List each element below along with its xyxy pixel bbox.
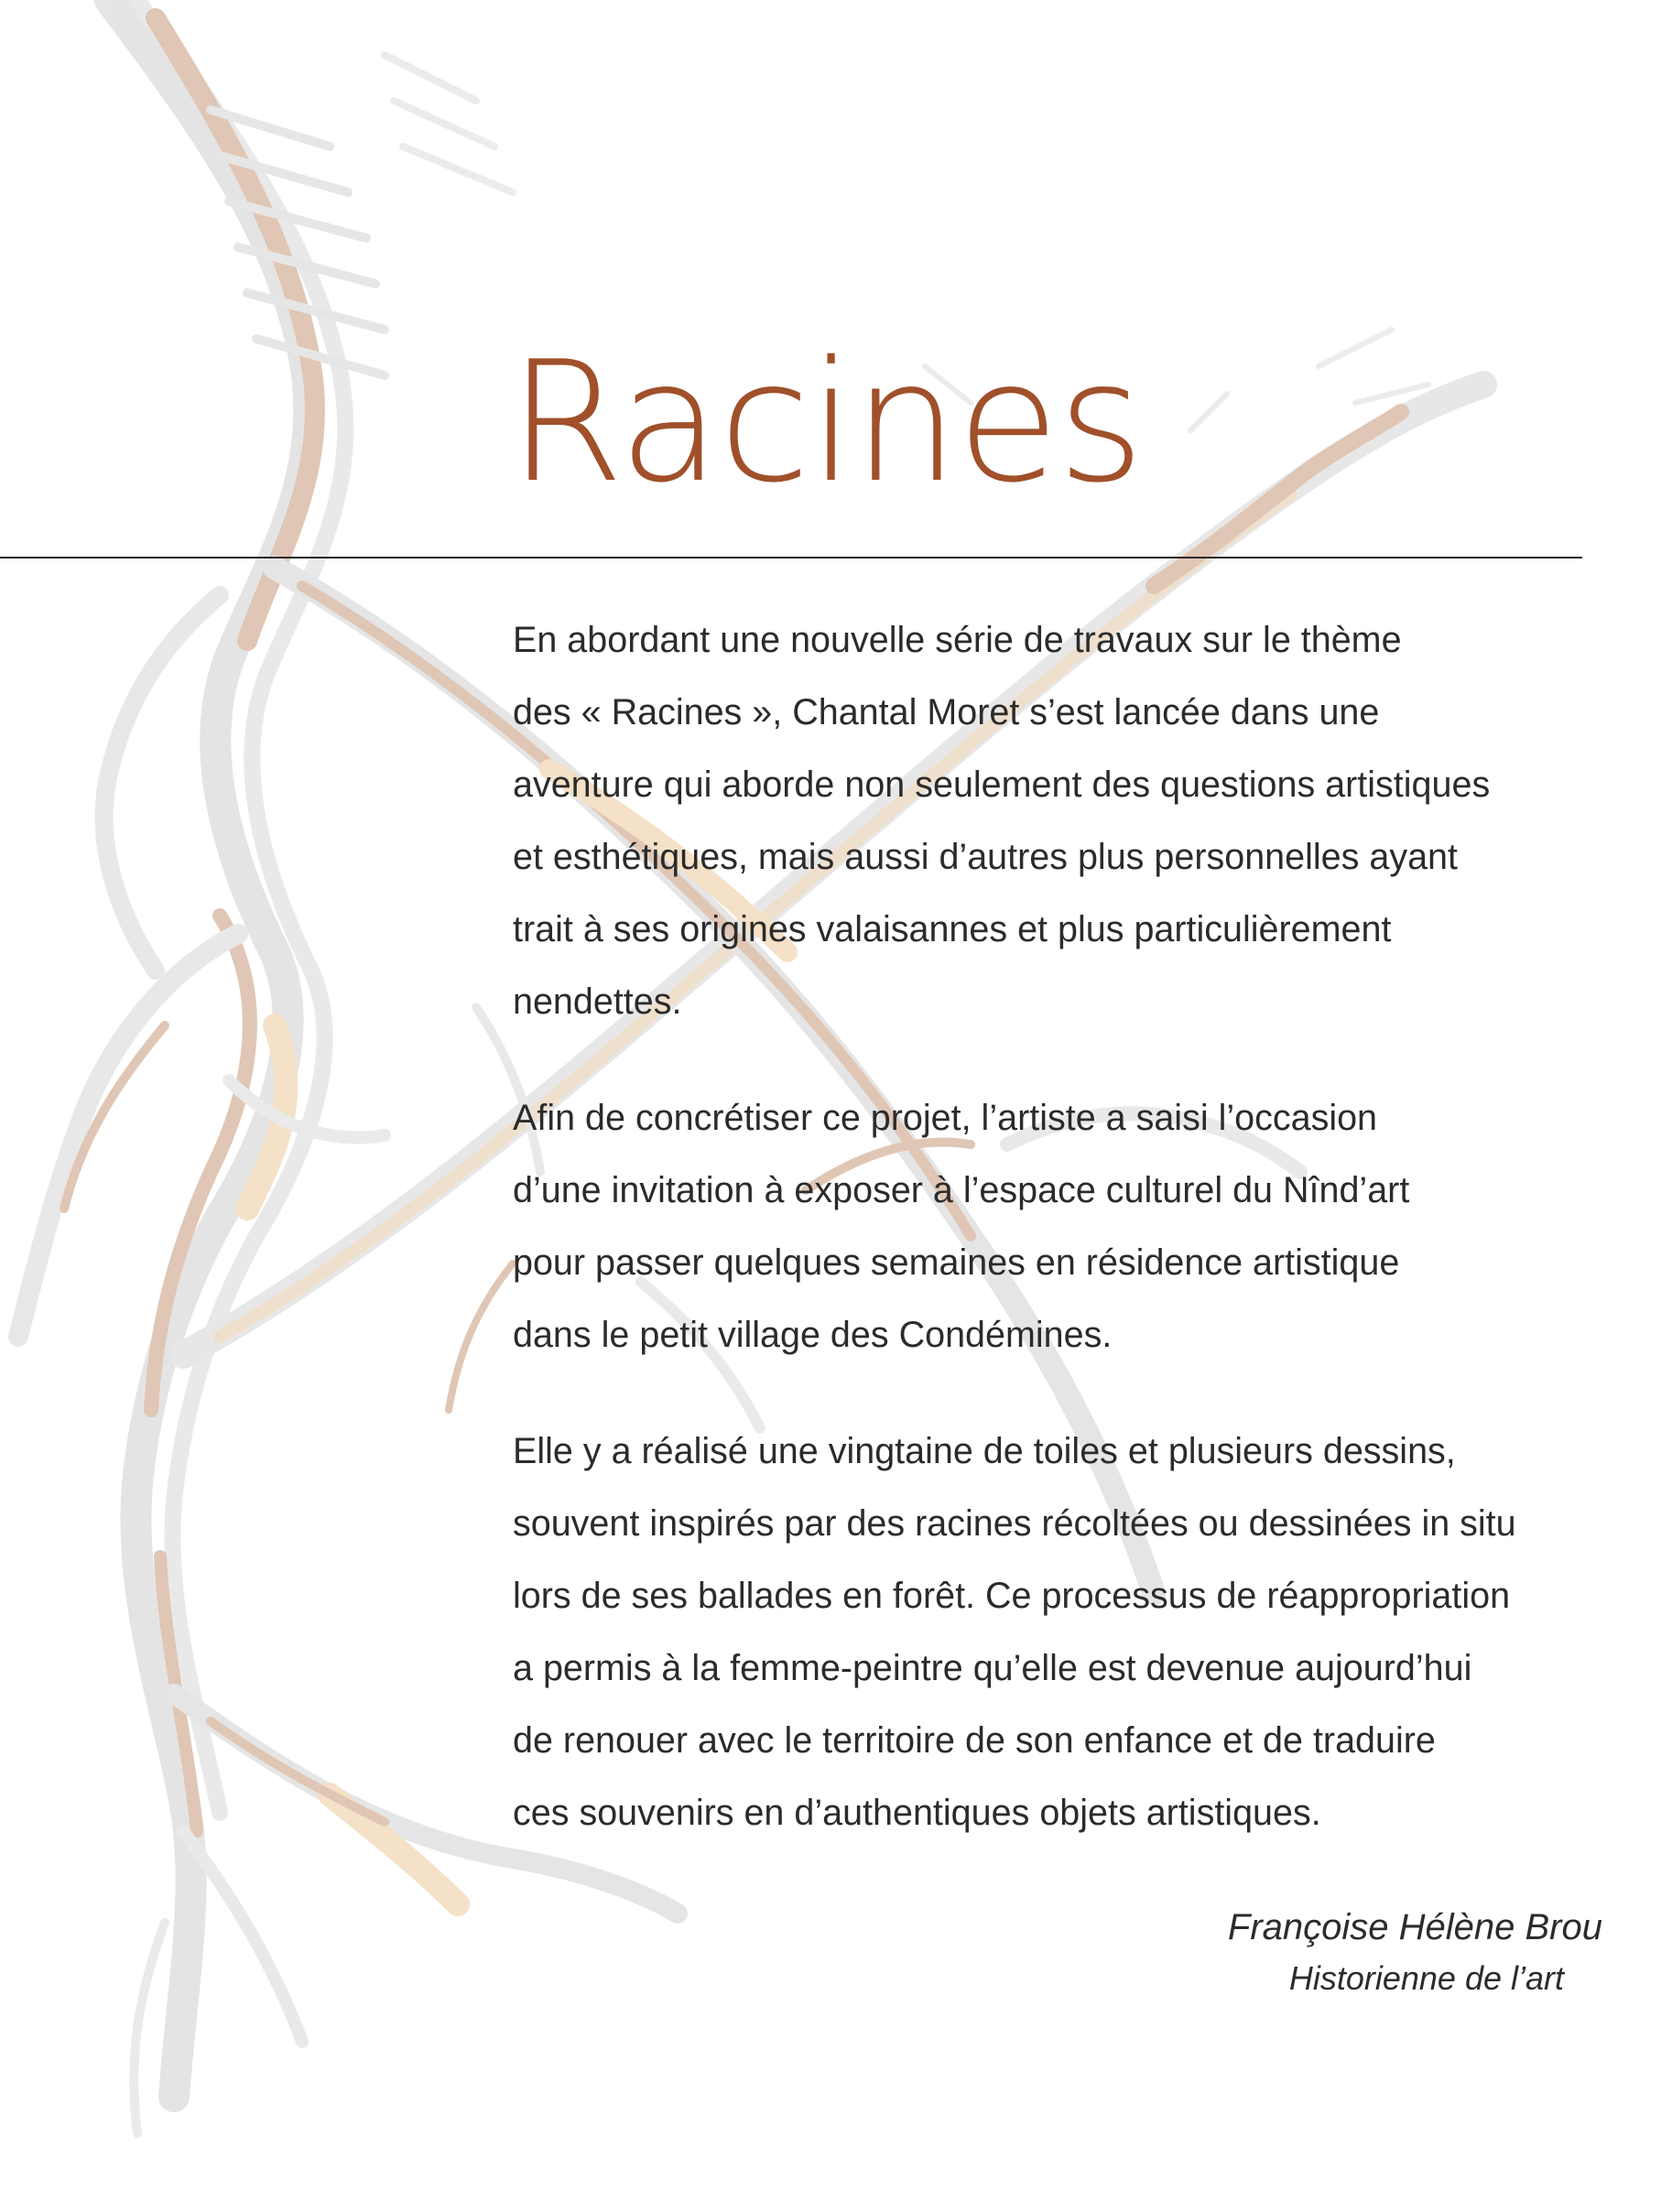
paragraph-line: nendettes. bbox=[513, 981, 682, 1022]
paragraph-line: ces souvenirs en d’authentiques objets artistiques. bbox=[513, 1793, 1321, 1833]
paragraph-line: pour passer quelques semaines en résidence artistique bbox=[513, 1242, 1400, 1283]
paragraph-2 bbox=[513, 1082, 1639, 1372]
page-title: Racines bbox=[508, 325, 1143, 519]
author-role: Historienne de l’art bbox=[1288, 1959, 1564, 1997]
article-body bbox=[513, 604, 1639, 1893]
title-divider bbox=[0, 557, 1582, 558]
paragraph-3 bbox=[513, 1415, 1639, 1849]
paragraph-line: Afin de concrétiser ce projet, l’artiste a saisi l’occasion bbox=[513, 1098, 1378, 1138]
paragraph-line: dans le petit village des Condémines. bbox=[513, 1315, 1113, 1355]
paragraph-line: Elle y a réalisé une vingtaine de toiles et plusieurs dessins, bbox=[513, 1431, 1456, 1471]
paragraph-line: trait à ses origines valaisannes et plus particulièrement bbox=[513, 909, 1392, 949]
paragraph-line: des « Racines », Chantal Moret s’est lancée dans une bbox=[513, 692, 1380, 732]
paragraph-line: a permis à la femme-peintre qu’elle est devenue aujourd’hui bbox=[513, 1648, 1472, 1688]
author-signature bbox=[1228, 1900, 1602, 2002]
paragraph-line: d’une invitation à exposer à l’espace culturel du Nînd’art bbox=[513, 1170, 1410, 1210]
paragraph-1 bbox=[513, 604, 1639, 1038]
paragraph-line: En abordant une nouvelle série de travaux sur le thème bbox=[513, 620, 1402, 660]
author-name: Françoise Hélène Brou bbox=[1227, 1907, 1602, 1947]
paragraph-line: souvent inspirés par des racines récoltées ou dessinées in situ bbox=[513, 1503, 1516, 1544]
paragraph-line: de renouer avec le territoire de son enfance et de traduire bbox=[513, 1720, 1436, 1761]
paragraph-line: lors de ses ballades en forêt. Ce processus de réappropriation bbox=[513, 1576, 1511, 1616]
paragraph-line: aventure qui aborde non seulement des questions artistiques bbox=[513, 764, 1491, 805]
paragraph-line: et esthétiques, mais aussi d’autres plus personnelles ayant bbox=[513, 837, 1458, 877]
